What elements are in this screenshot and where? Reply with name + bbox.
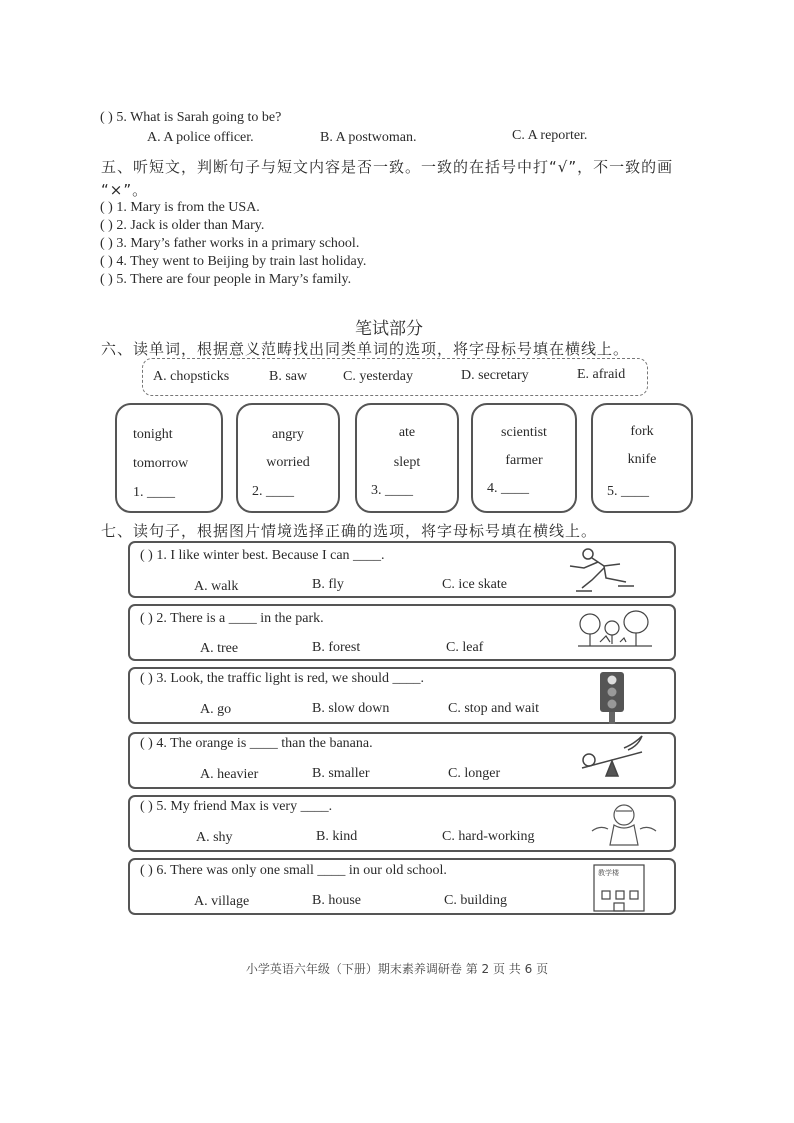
word: slept — [393, 455, 421, 470]
list-item: ( ) 2. Jack is older than Mary. — [100, 218, 265, 233]
answer-blank[interactable]: 1. ____ — [133, 485, 175, 500]
word: knife — [627, 452, 657, 467]
answer-blank[interactable]: 2. ____ — [252, 484, 294, 499]
option-a: A. shy — [196, 830, 233, 845]
question-text: ( ) 1. I like winter best. Because I can ____. — [140, 548, 385, 563]
section-heading: 五、听短文，判断句子与短文内容是否一致。一致的在括号中打“√”，不一致的画 — [101, 158, 674, 176]
option-b: B. kind — [316, 829, 358, 844]
option-c: C. stop and wait — [448, 701, 539, 716]
word-option: C. yesterday — [343, 369, 413, 384]
boy-icon — [586, 799, 662, 849]
answer-blank[interactable]: 4. ____ — [487, 481, 529, 496]
word: ate — [398, 425, 416, 440]
option-a: A. village — [194, 894, 250, 909]
option-c: C. building — [444, 893, 508, 908]
word-group-box — [115, 403, 223, 513]
section-heading-cont: “×”。 — [101, 181, 149, 199]
word: tomorrow — [133, 456, 189, 471]
option-c: C. A reporter. — [512, 128, 588, 143]
list-item: ( ) 3. Mary’s father works in a primary school. — [100, 236, 360, 251]
section-heading: 七、读句子，根据图片情境选择正确的选项，将字母标号填在横线上。 — [101, 522, 598, 540]
seesaw-icon — [576, 734, 648, 784]
word-group-box — [471, 403, 577, 513]
word: tonight — [133, 427, 173, 442]
option-b: B. slow down — [312, 701, 390, 716]
word: fork — [630, 424, 654, 439]
option-a: A. go — [200, 702, 232, 717]
question-box — [128, 732, 676, 789]
question-box — [128, 795, 676, 852]
list-item: ( ) 1. Mary is from the USA. — [100, 200, 260, 215]
option-a: A. heavier — [200, 767, 259, 782]
list-item: ( ) 4. They went to Beijing by train last holiday. — [100, 254, 367, 269]
question-text: ( ) 5. My friend Max is very ____. — [140, 799, 333, 814]
answer-blank[interactable]: 3. ____ — [371, 483, 413, 498]
list-item: ( ) 5. There are four people in Mary’s family. — [100, 272, 352, 287]
word-group-box — [355, 403, 459, 513]
word-group-box — [236, 403, 340, 513]
option-b: B. smaller — [312, 766, 370, 781]
word: farmer — [505, 453, 543, 468]
page-footer: 小学英语六年级（下册）期末素养调研卷 第 2 页 共 6 页 — [245, 962, 549, 976]
option-c: C. longer — [448, 766, 501, 781]
school-building-icon — [590, 861, 648, 913]
question-text: ( ) 2. There is a ____ in the park. — [140, 611, 324, 626]
word-option: D. secretary — [461, 368, 529, 383]
page-title: 笔试部分 — [355, 319, 423, 339]
option-b: B. fly — [312, 577, 344, 592]
option-b: B. forest — [312, 640, 361, 655]
question-box — [128, 667, 676, 724]
option-b: B. A postwoman. — [320, 130, 417, 145]
word-option: B. saw — [269, 369, 308, 384]
question-box — [128, 858, 676, 915]
option-b: B. house — [312, 893, 361, 908]
question-box — [128, 604, 676, 661]
question-text: ( ) 6. There was only one small ____ in our old school. — [140, 863, 447, 878]
word-option: A. chopsticks — [153, 369, 230, 384]
traffic-light-icon — [594, 670, 630, 726]
school-sign-text: 教学楼 — [598, 869, 619, 877]
word: angry — [272, 427, 304, 442]
skater-icon — [564, 546, 644, 594]
option-a: A. A police officer. — [147, 130, 254, 145]
answer-blank[interactable]: 5. ____ — [607, 484, 649, 499]
option-a: A. tree — [200, 641, 239, 656]
option-a: A. walk — [194, 579, 239, 594]
word: scientist — [501, 425, 547, 440]
question-text: ( ) 4. The orange is ____ than the banana. — [140, 736, 373, 751]
option-c: C. hard-working — [442, 829, 535, 844]
park-trees-icon — [576, 608, 654, 650]
word-group-box — [591, 403, 693, 513]
question-box — [128, 541, 676, 598]
word-option: E. afraid — [577, 367, 626, 382]
option-c: C. leaf — [446, 640, 484, 655]
section-heading: 六、读单词，根据意义范畴找出同类单词的选项，将字母标号填在横线上。 — [101, 340, 630, 358]
question-text: ( ) 3. Look, the traffic light is red, we should ____. — [140, 671, 424, 686]
question-text: ( ) 5. What is Sarah going to be? — [100, 110, 282, 125]
option-c: C. ice skate — [442, 577, 507, 592]
word: worried — [266, 455, 310, 470]
